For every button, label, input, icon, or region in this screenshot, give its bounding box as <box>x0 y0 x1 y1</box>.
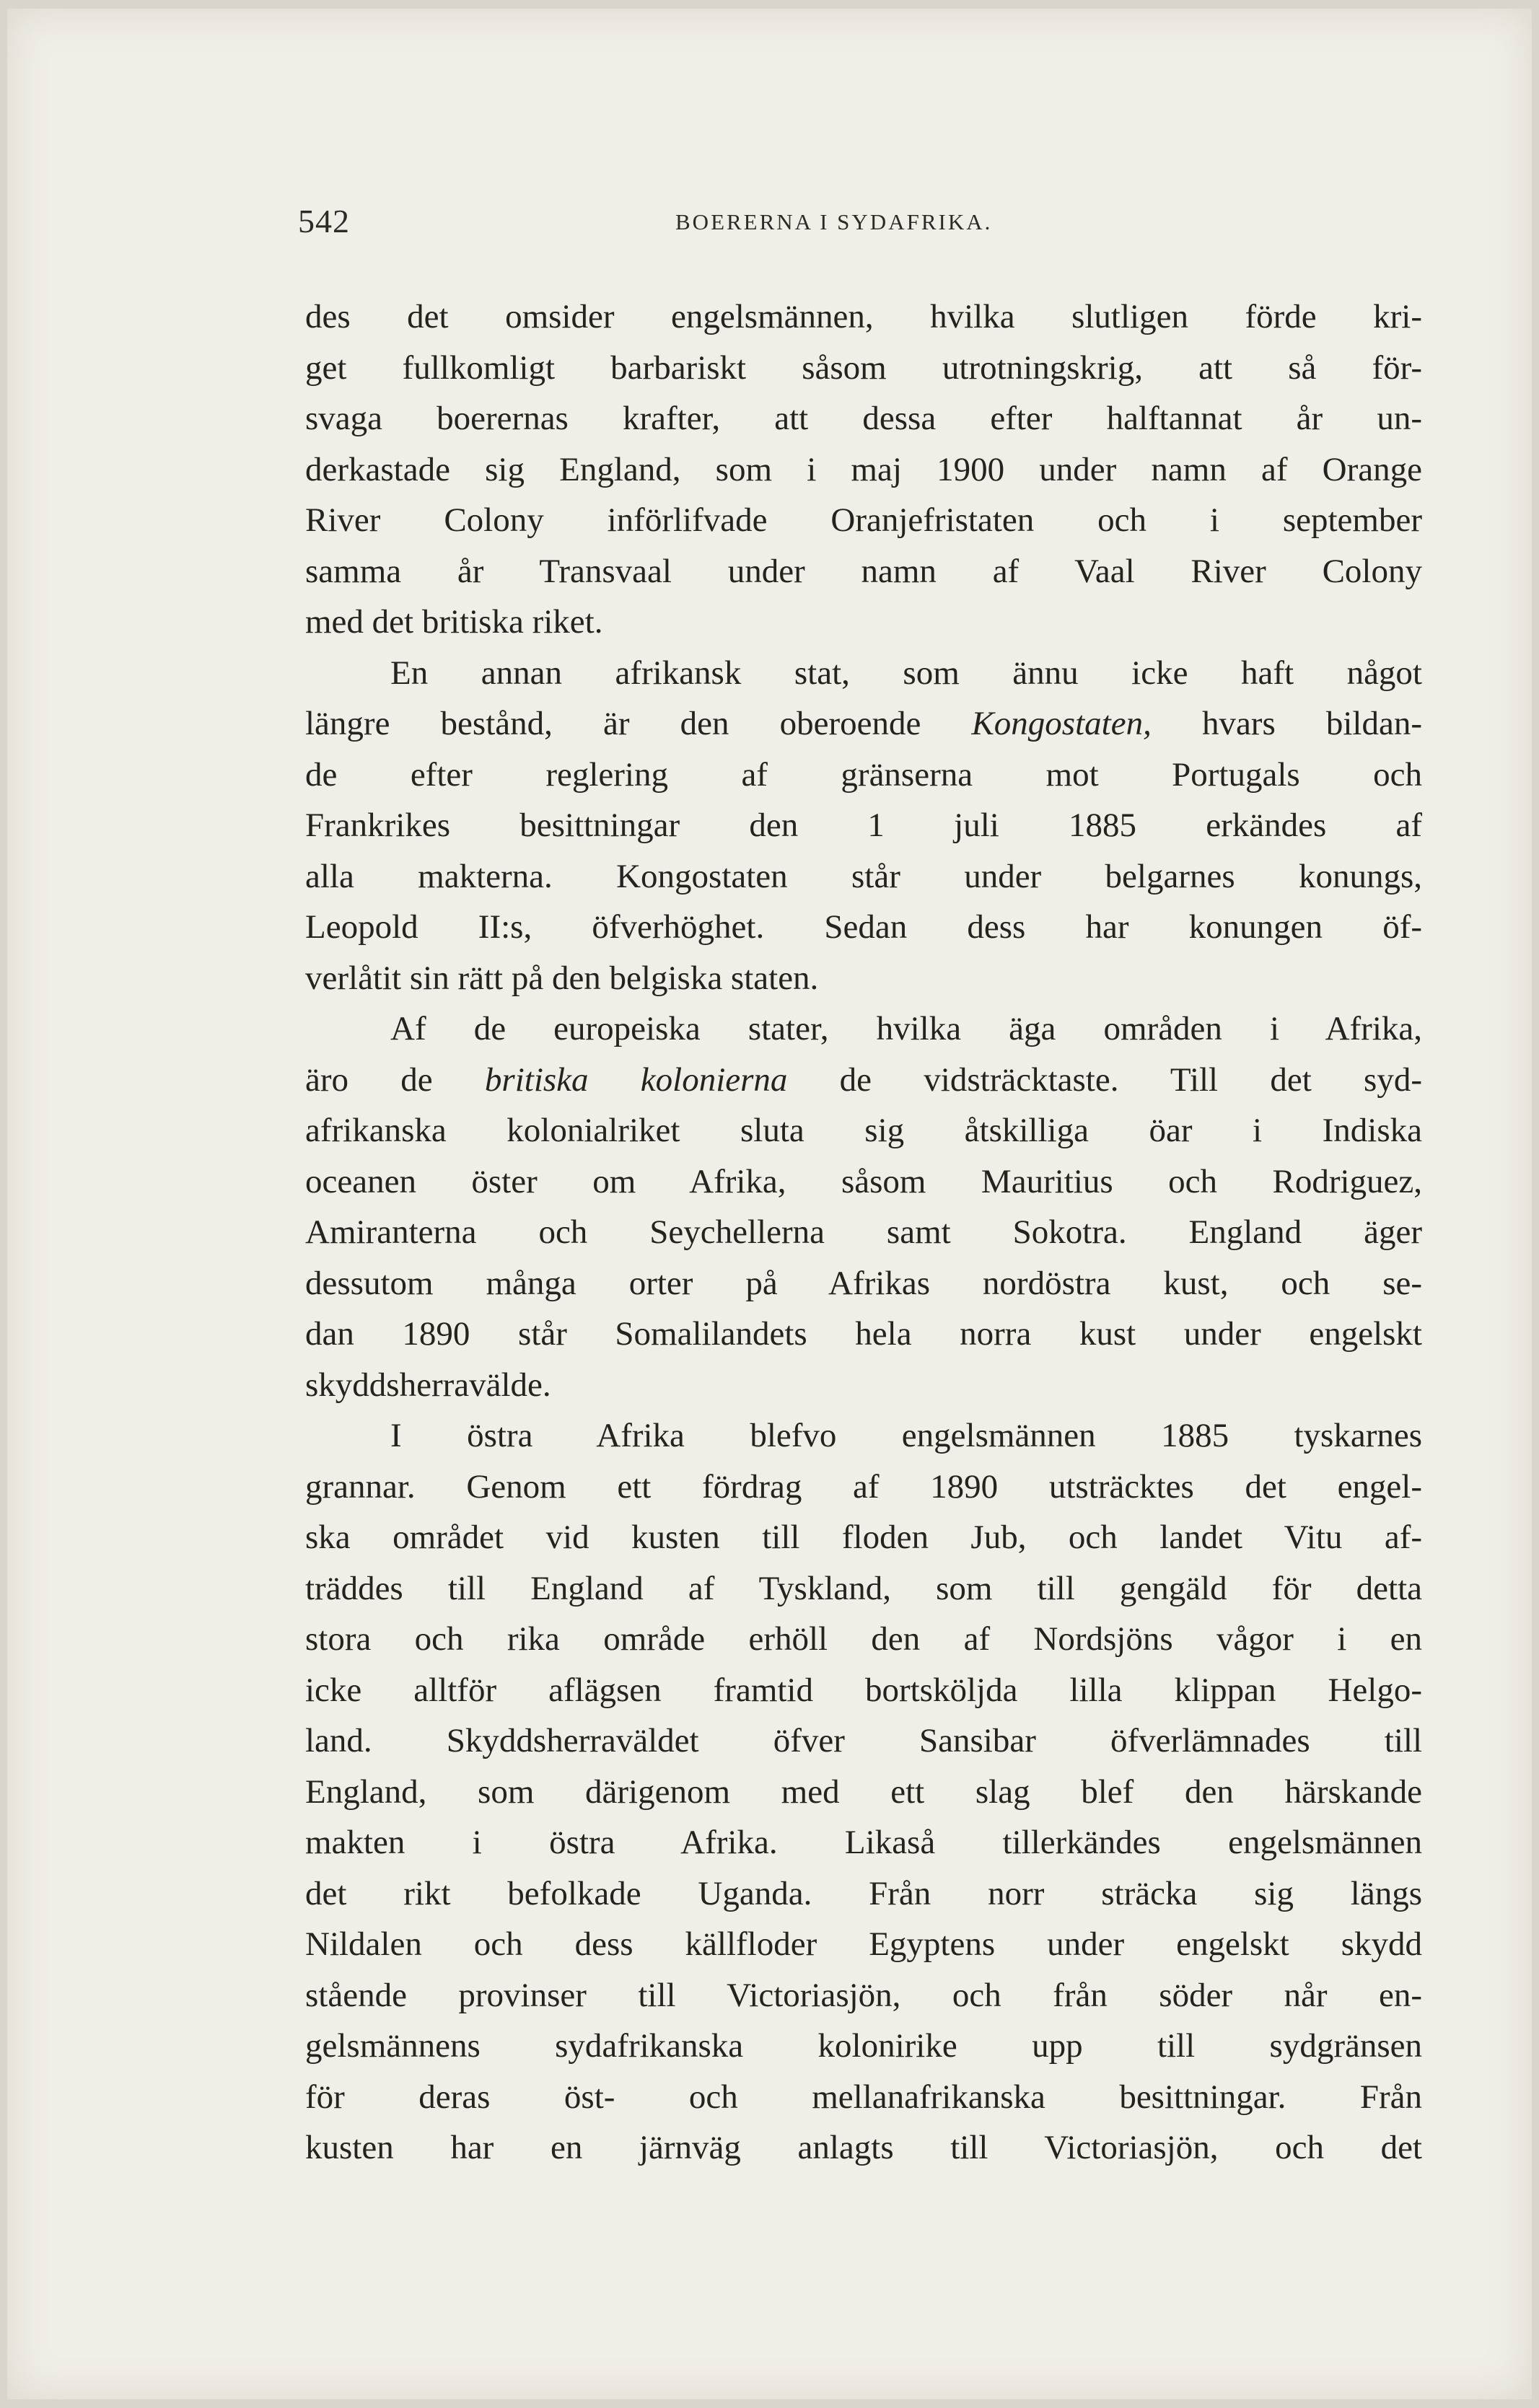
text-line <box>305 1156 1422 1208</box>
text-line <box>305 1055 1422 1106</box>
text-line <box>305 953 1422 1004</box>
text-segment: land. Skyddsherraväldet öfver Sansibar öfverlämnades till <box>305 1722 1422 1759</box>
text-segment: England, som därigenom med ett slag blef den härskande <box>305 1772 1422 1811</box>
text-segment: skyddsherravälde. <box>305 1366 551 1404</box>
text-segment: ska området vid kusten till floden Jub, och landet Vitu af- <box>305 1519 1422 1556</box>
text-segment: längre bestånd, är den oberoende <box>305 705 972 742</box>
text-segment: äro de <box>305 1060 485 1099</box>
text-segment: kusten har en järnväg anlagts till Victoriasjön, och det <box>305 2129 1422 2166</box>
text-segment: stående provinser till Victoriasjön, och från söder når en- <box>305 1976 1422 2014</box>
text-line <box>305 1817 1422 1868</box>
text-segment: verlåtit sin rätt på den belgiska staten. <box>305 959 819 997</box>
text-segment: Af de europeiska stater, hvilka äga områden i Afrika, <box>390 1010 1422 1047</box>
text-segment: afrikanska kolonialriket sluta sig åtskilliga öar i Indiska <box>305 1112 1422 1149</box>
text-segment: Nildalen och dess källfloder Egyptens under engelskt skydd <box>305 1925 1422 1963</box>
text-segment: dan 1890 står Somalilandets hela norra kust under engelskt <box>305 1315 1422 1353</box>
text-line <box>305 597 1422 648</box>
text-segment: I östra Afrika blefvo engelsmännen 1885 tyskarnes <box>390 1417 1422 1454</box>
text-line <box>305 1767 1422 1818</box>
text-line <box>305 800 1422 851</box>
text-segment: med det britiska riket. <box>305 603 603 641</box>
text-segment: de vidsträcktaste. Till det syd- <box>787 1060 1423 1099</box>
text-segment: makten i östra Afrika. Likaså tillerkändes engelsmännen <box>305 1824 1422 1861</box>
text-segment: oceanen öster om Afrika, såsom Mauritius och Rodriguez, <box>305 1162 1422 1200</box>
text-line <box>305 444 1422 496</box>
italic-phrase: Kongostaten, <box>971 705 1152 742</box>
text-line <box>305 1665 1422 1716</box>
text-segment: det rikt befolkade Uganda. Från norr sträcka sig längs <box>305 1874 1422 1912</box>
body-text <box>305 291 1422 2174</box>
text-line <box>305 1309 1422 1360</box>
text-line <box>305 495 1422 546</box>
text-segment: Leopold II:s, öfverhöghet. Sedan dess har konungen öf- <box>305 908 1422 946</box>
text-segment: för deras öst- och mellanafrikanska besittningar. Från <box>305 2078 1422 2116</box>
text-line <box>305 851 1422 902</box>
text-line <box>305 343 1422 394</box>
text-segment: alla makterna. Kongostaten står under belgarnes konungs, <box>305 857 1422 895</box>
text-line <box>305 1258 1422 1309</box>
text-segment: Amiranterna och Seychellerna samt Sokotra. England äger <box>305 1213 1422 1251</box>
text-line <box>305 1105 1422 1156</box>
text-line <box>305 1410 1422 1462</box>
text-line <box>305 2072 1422 2123</box>
text-segment: samma år Transvaal under namn af Vaal River Colony <box>305 552 1422 590</box>
text-line <box>305 1868 1422 1920</box>
book-page <box>7 9 1532 2399</box>
text-segment: icke alltför aflägsen framtid bortsköljda lilla klippan Helgo- <box>305 1671 1422 1709</box>
text-line <box>305 2021 1422 2072</box>
text-segment: de efter reglering af gränserna mot Portugals och <box>305 755 1422 794</box>
text-segment: River Colony införlifvade Oranjefristaten och i september <box>305 501 1422 539</box>
text-line <box>305 1003 1422 1055</box>
text-line <box>305 1970 1422 2021</box>
text-line <box>305 1715 1422 1767</box>
text-segment: svaga boerernas krafter, att dessa efter halftannat år un- <box>305 400 1422 437</box>
text-line <box>305 1919 1422 1970</box>
text-line <box>305 1563 1422 1614</box>
text-segment: gelsmännens sydafrikanska kolonirike upp till sydgränsen <box>305 2027 1422 2065</box>
page-header <box>298 202 1422 245</box>
text-segment: En annan afrikansk stat, som ännu icke haft något <box>390 654 1422 692</box>
text-line <box>305 393 1422 444</box>
text-line <box>305 2122 1422 2174</box>
italic-phrase: britiska kolonierna <box>484 1060 788 1099</box>
text-line <box>305 1614 1422 1665</box>
page-number: 542 <box>298 203 350 240</box>
text-line <box>305 750 1422 801</box>
text-line <box>305 698 1422 750</box>
text-line <box>305 648 1422 699</box>
text-segment: stora och rika område erhöll den af Nordsjöns vågor i en <box>305 1620 1422 1658</box>
text-line <box>305 546 1422 597</box>
text-segment: dessutom många orter på Afrikas nordöstra kust, och se- <box>305 1264 1422 1302</box>
text-segment: grannar. Genom ett fördrag af 1890 utsträcktes det engel- <box>305 1467 1422 1506</box>
text-segment: hvars bildan- <box>1151 705 1422 742</box>
text-line <box>305 1512 1422 1563</box>
text-segment: Frankrikes besittningar den 1 juli 1885 erkändes af <box>305 807 1422 844</box>
running-head: BOERERNA I SYDAFRIKA. <box>675 209 993 234</box>
text-line <box>305 291 1422 343</box>
text-line <box>305 1207 1422 1258</box>
text-segment: des det omsider engelsmännen, hvilka slutligen förde kri- <box>305 298 1422 335</box>
text-segment: derkastade sig England, som i maj 1900 under namn af Orange <box>305 450 1422 488</box>
text-line <box>305 902 1422 953</box>
text-line <box>305 1462 1422 1513</box>
text-line <box>305 1360 1422 1411</box>
text-segment: träddes till England af Tyskland, som till gengäld för detta <box>305 1569 1422 1607</box>
text-segment: get fullkomligt barbariskt såsom utrotningskrig, att så för- <box>305 348 1422 387</box>
